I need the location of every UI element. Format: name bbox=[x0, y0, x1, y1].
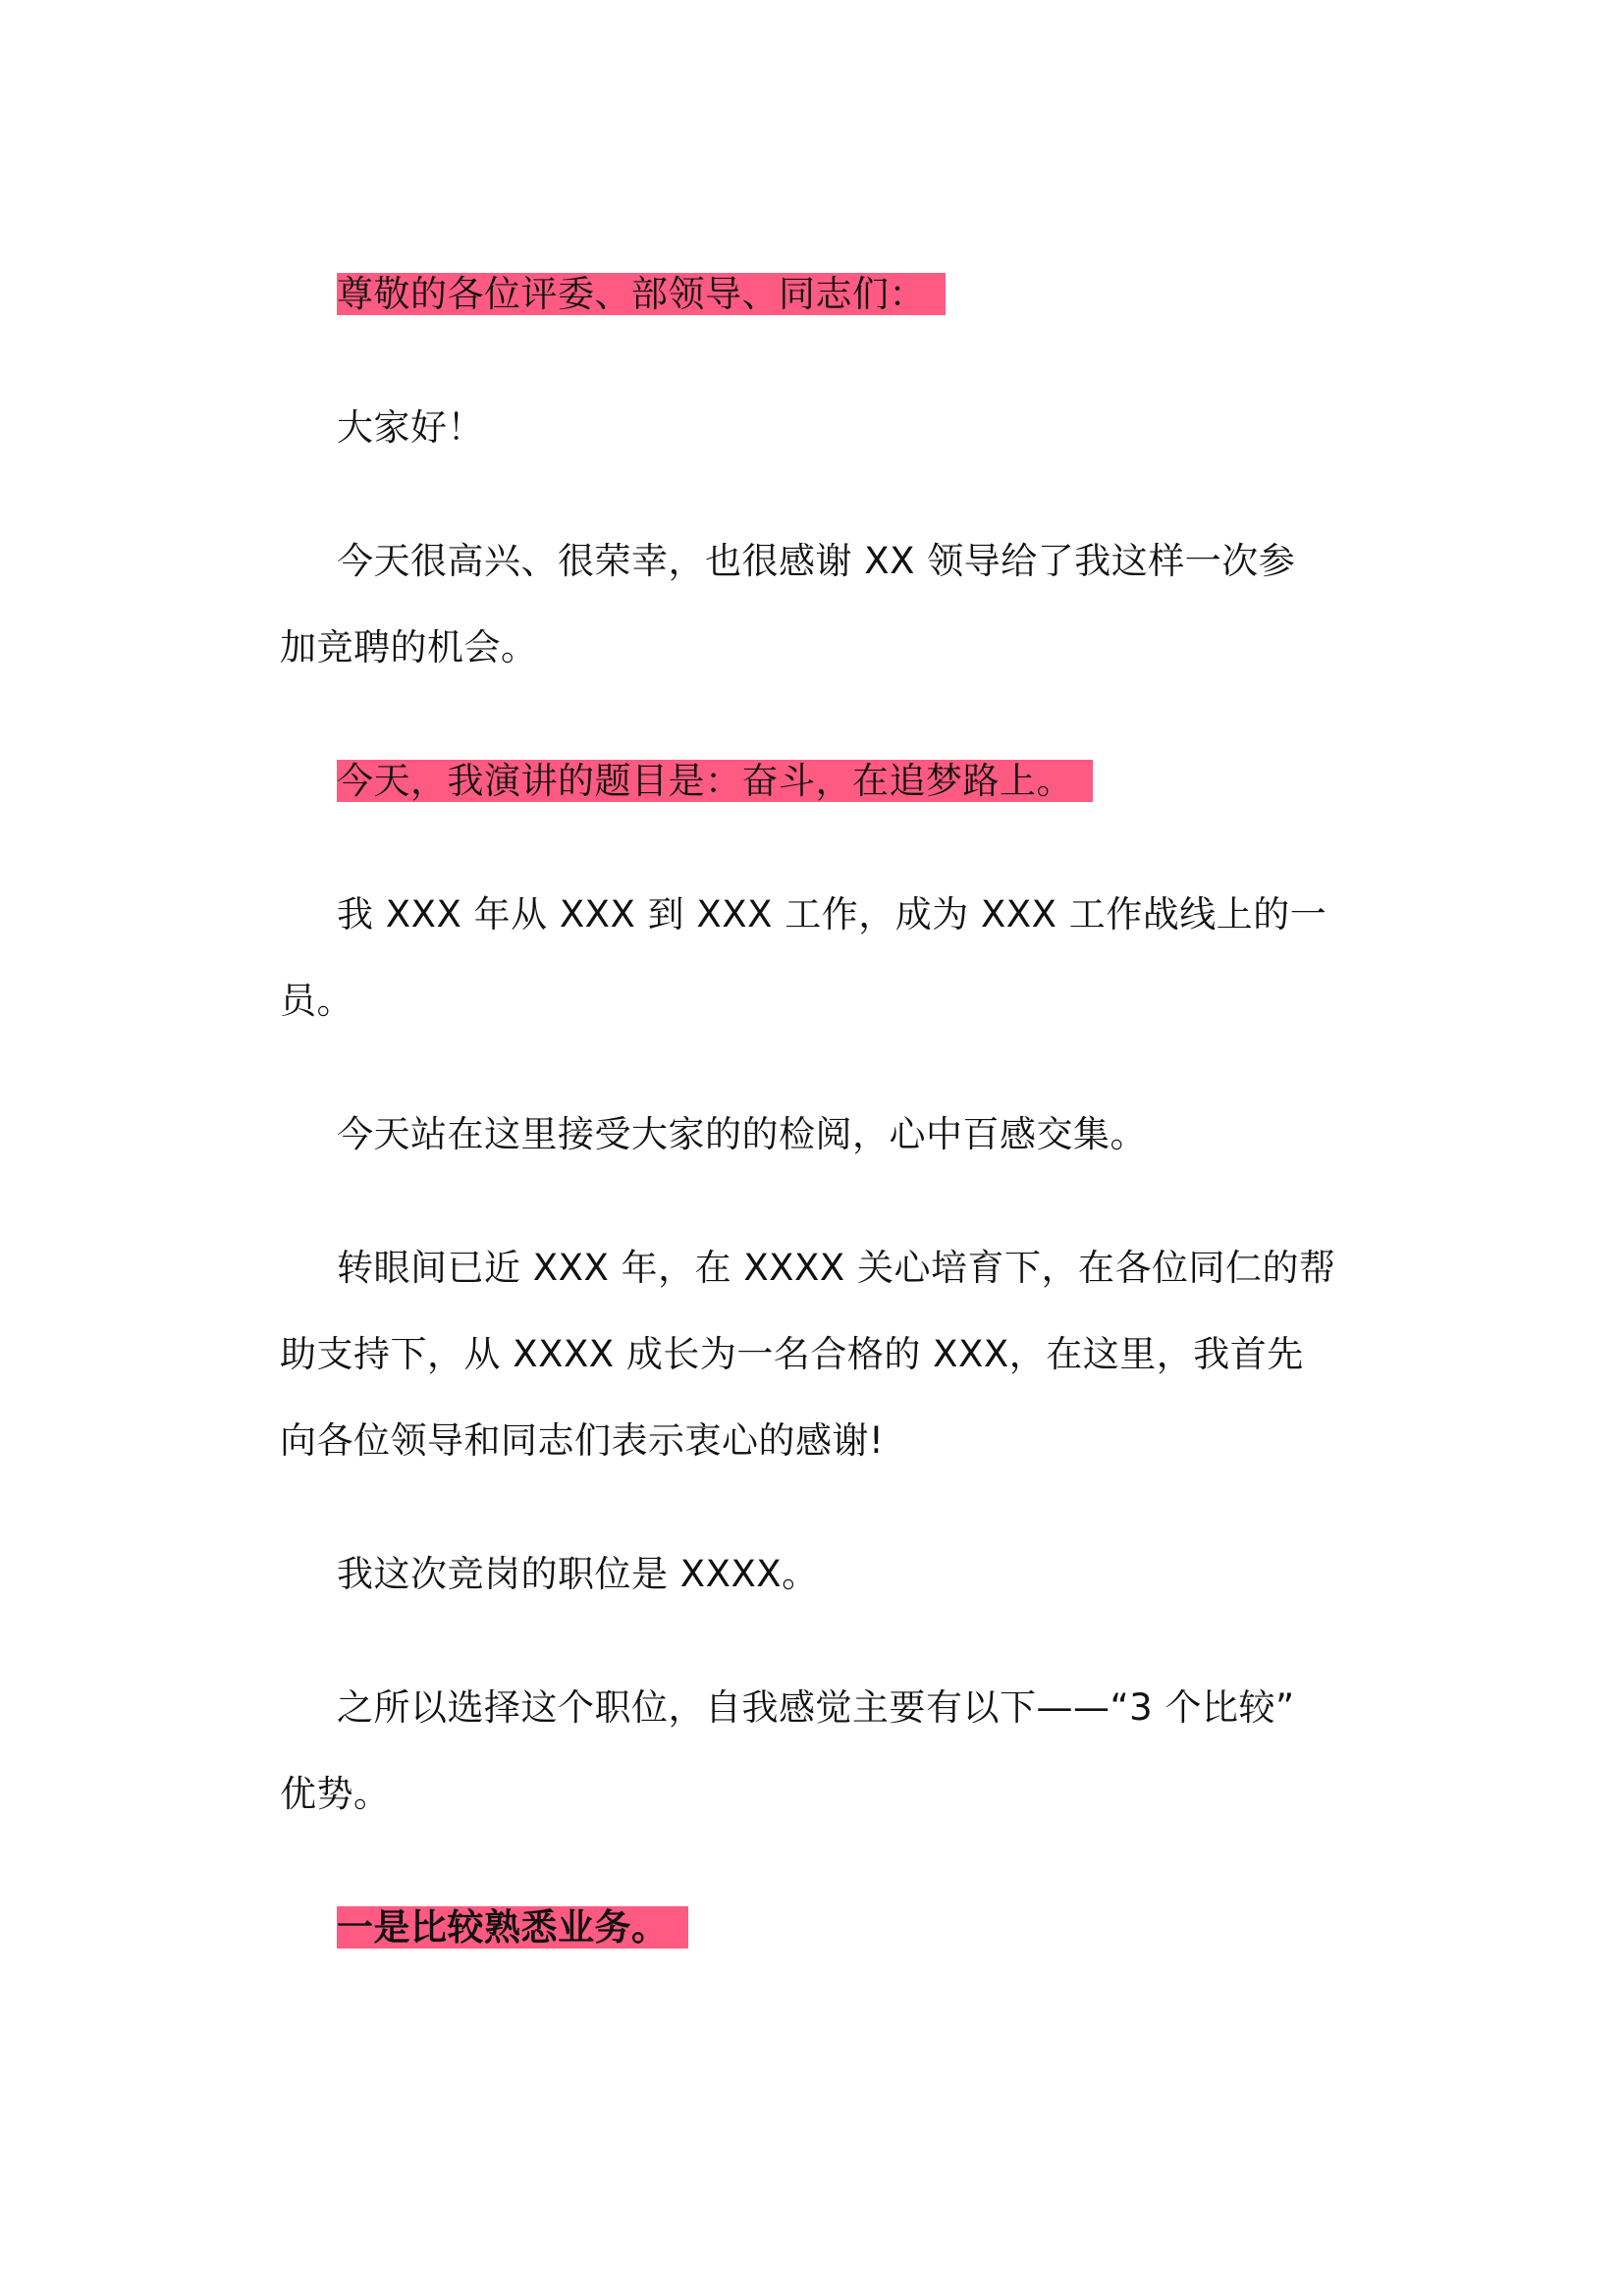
position-paragraph bbox=[280, 1531, 1370, 1618]
advantages-paragraph bbox=[280, 1665, 1370, 1838]
greeting-paragraph bbox=[280, 385, 1370, 471]
first-point-text: 一是比较熟悉业务。 bbox=[337, 1906, 688, 1949]
advantages-line-2: 优势。 bbox=[280, 1773, 391, 1815]
background-line-2: 员。 bbox=[280, 980, 353, 1022]
first-point-heading bbox=[280, 1885, 1370, 1971]
gratitude-paragraph bbox=[280, 1225, 1370, 1484]
salutation-paragraph bbox=[280, 251, 1370, 338]
thanks-line-1: 今天很高兴、很荣幸，也很感谢 XX 领导给了我这样一次参 bbox=[337, 540, 1296, 582]
topic-text: 今天，我演讲的题目是：奋斗，在追梦路上。 bbox=[337, 760, 1093, 802]
feelings-text: 今天站在这里接受大家的的检阅，心中百感交集。 bbox=[337, 1113, 1147, 1155]
topic-paragraph bbox=[280, 738, 1370, 825]
feelings-paragraph bbox=[280, 1092, 1370, 1178]
thanks-paragraph bbox=[280, 518, 1370, 691]
gratitude-line-1: 转眼间已近 XXX 年，在 XXXX 关心培育下，在各位同仁的帮 bbox=[337, 1247, 1336, 1289]
thanks-line-2: 加竞聘的机会。 bbox=[280, 626, 538, 668]
background-line-1: 我 XXX 年从 XXX 到 XXX 工作，成为 XXX 工作战线上的一 bbox=[337, 893, 1327, 935]
greeting-text: 大家好！ bbox=[337, 406, 484, 449]
position-text: 我这次竞岗的职位是 XXXX。 bbox=[337, 1553, 819, 1595]
salutation-text: 尊敬的各位评委、部领导、同志们： bbox=[337, 273, 946, 315]
gratitude-line-3: 向各位领导和同志们表示衷心的感谢! bbox=[280, 1419, 885, 1462]
background-paragraph bbox=[280, 872, 1370, 1044]
advantages-line-1: 之所以选择这个职位，自我感觉主要有以下——“3 个比较” bbox=[337, 1686, 1295, 1729]
gratitude-line-2: 助支持下，从 XXXX 成长为一名合格的 XXX，在这里，我首先 bbox=[280, 1333, 1304, 1375]
